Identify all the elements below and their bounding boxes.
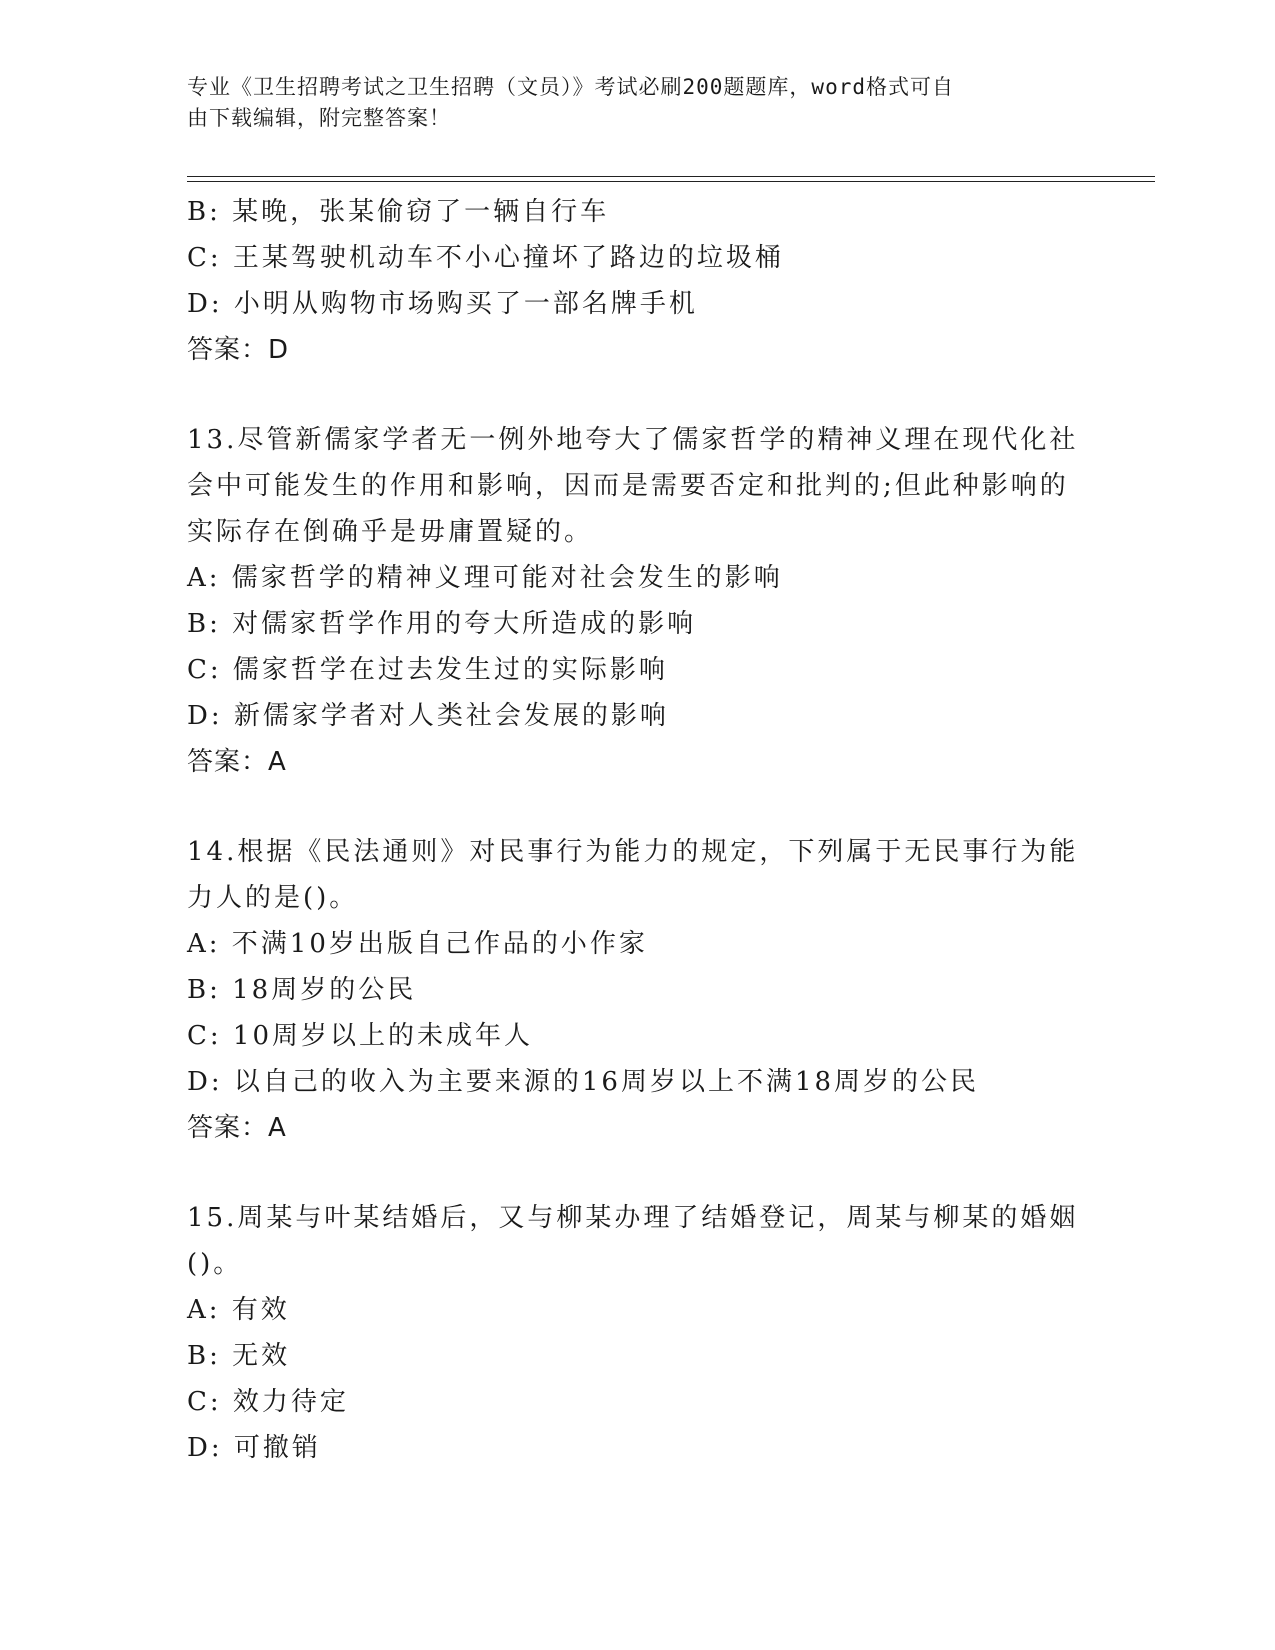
option-c: C: 王某驾驶机动车不小心撞坏了路边的垃圾桶: [187, 243, 784, 273]
option-d: D: 小明从购物市场购买了一部名牌手机: [187, 289, 698, 319]
question-stem-line: 14.根据《民法通则》对民事行为能力的规定，下列属于无民事行为能: [187, 837, 1079, 867]
answer-label: 答案：D: [187, 335, 290, 365]
option-a: A: 有效: [187, 1295, 290, 1325]
question-list: [187, 189, 1087, 1471]
option-c: C: 10周岁以上的未成年人: [187, 1021, 534, 1051]
option-a: A: 儒家哲学的精神义理可能对社会发生的影响: [187, 563, 783, 593]
header-line-1: 专业《卫生招聘考试之卫生招聘（文员）》考试必刷200题题库，word格式可自: [187, 75, 954, 99]
spacer: [187, 1151, 1087, 1195]
option-a: A: 不满10岁出版自己作品的小作家: [187, 929, 648, 959]
option-d: D: 可撤销: [187, 1433, 321, 1463]
option-d: D: 以自己的收入为主要来源的16周岁以上不满18周岁的公民: [187, 1067, 980, 1097]
document-header: [187, 72, 1067, 134]
option-b: B: 对儒家哲学作用的夸大所造成的影响: [187, 609, 697, 639]
spacer: [187, 785, 1087, 829]
question-stem-line: ()。: [187, 1249, 243, 1279]
option-b: B: 某晚，张某偷窃了一辆自行车: [187, 197, 610, 227]
spacer: [187, 373, 1087, 417]
question-stem-line: 力人的是()。: [187, 883, 359, 913]
option-c: C: 儒家哲学在过去发生过的实际影响: [187, 655, 668, 685]
question-stem-line: 13.尽管新儒家学者无一例外地夸大了儒家哲学的精神义理在现代化社: [187, 425, 1079, 455]
option-b: B: 无效: [187, 1341, 291, 1371]
question-13: [187, 417, 1087, 785]
header-line-2: 由下载编辑，附完整答案！: [187, 106, 451, 130]
question-14: [187, 829, 1087, 1151]
question-15: [187, 1195, 1087, 1471]
question-stem-line: 实际存在倒确乎是毋庸置疑的。: [187, 517, 594, 547]
header-divider-top: [187, 176, 1155, 177]
question-stem-line: 15.周某与叶某结婚后，又与柳某办理了结婚登记，周某与柳某的婚姻: [187, 1203, 1079, 1233]
answer-label: 答案：A: [187, 747, 287, 777]
question-12: [187, 189, 1087, 373]
option-d: D: 新儒家学者对人类社会发展的影响: [187, 701, 669, 731]
option-c: C: 效力待定: [187, 1387, 349, 1417]
question-stem-line: 会中可能发生的作用和影响，因而是需要否定和批判的;但此种影响的: [187, 471, 1069, 501]
header-divider-bottom: [187, 181, 1155, 182]
answer-label: 答案：A: [187, 1113, 287, 1143]
option-b: B: 18周岁的公民: [187, 975, 417, 1005]
